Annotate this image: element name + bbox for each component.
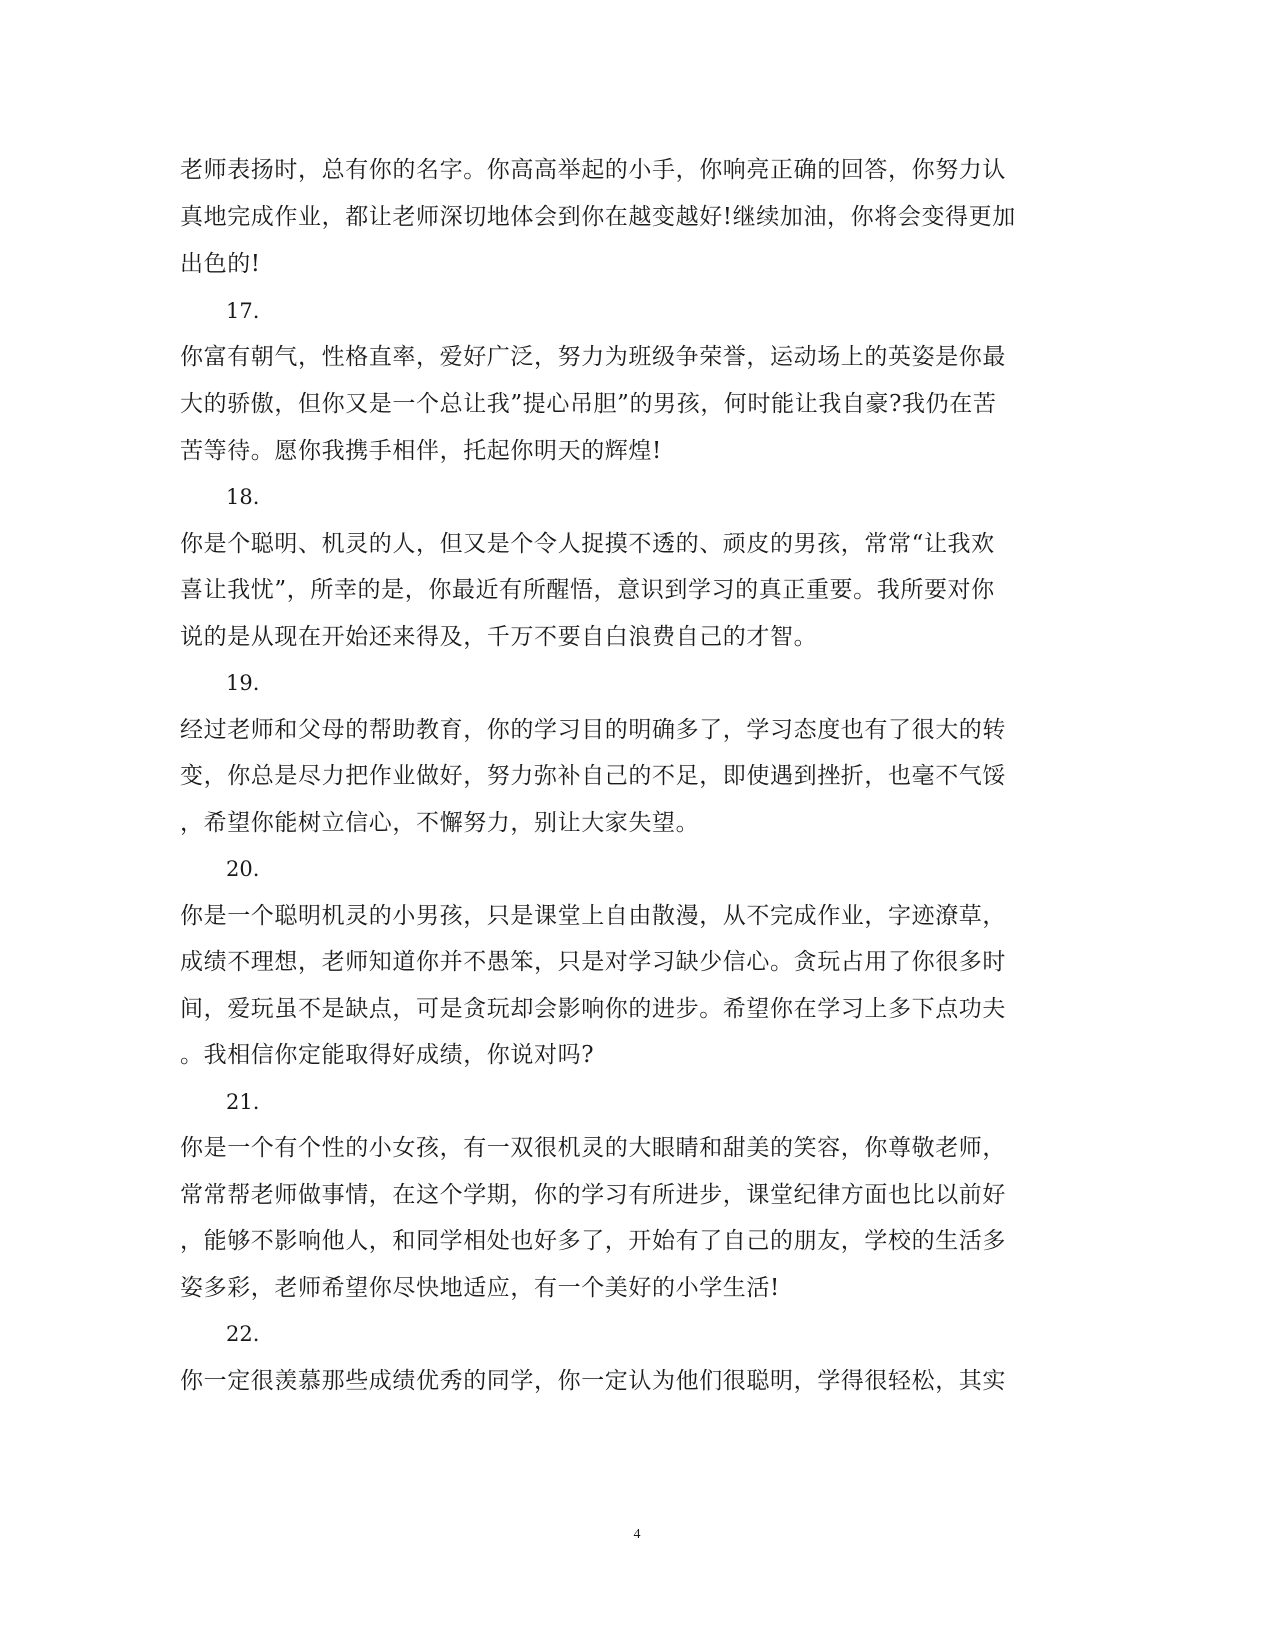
- item-number: 22.: [226, 1322, 260, 1346]
- text-line: 你一定很羡慕那些成绩优秀的同学，你一定认为他们很聪明，学得很轻松，其实: [180, 1368, 1006, 1394]
- item-number: 20.: [226, 857, 260, 881]
- text-line: 成绩不理想，老师知道你并不愚笨，只是对学习缺少信心。贪玩占用了你很多时: [180, 949, 1006, 975]
- text-line: 常常帮老师做事情，在这个学期，你的学习有所进步，课堂纪律方面也比以前好: [180, 1182, 1006, 1208]
- text-line: 出色的!: [180, 251, 261, 277]
- page-number: 4: [633, 1527, 641, 1542]
- text-line: 你是一个有个性的小女孩，有一双很机灵的大眼睛和甜美的笑容，你尊敬老师，: [180, 1135, 1006, 1161]
- text-line: 你是一个聪明机灵的小男孩，只是课堂上自由散漫，从不完成作业，字迹潦草，: [180, 903, 1006, 929]
- text-line: 喜让我忧”，所幸的是，你最近有所醒悟，意识到学习的真正重要。我所要对你: [180, 577, 995, 603]
- text-line: 大的骄傲，但你又是一个总让我”提心吊胆”的男孩，何时能让我自豪?我仍在苦: [180, 391, 997, 417]
- text-line: 你富有朝气，性格直率，爱好广泛，努力为班级争荣誉，运动场上的英姿是你最: [180, 344, 1006, 370]
- text-line: 说的是从现在开始还来得及，千万不要自白浪费自己的才智。: [180, 624, 818, 650]
- text-line: 你是个聪明、机灵的人，但又是个令人捉摸不透的、顽皮的男孩，常常“让我欢: [180, 531, 995, 557]
- text-line: 真地完成作业，都让老师深切地体会到你在越变越好!继续加油，你将会变得更加: [180, 204, 1016, 230]
- item-number: 18.: [226, 485, 260, 509]
- text-line: 变，你总是尽力把作业做好，努力弥补自己的不足，即使遇到挫折，也毫不气馁: [180, 763, 1006, 789]
- text-line: 苦等待。愿你我携手相伴，托起你明天的辉煌!: [180, 438, 662, 464]
- text-line: 老师表扬时，总有你的名字。你高高举起的小手，你响亮正确的回答，你努力认: [180, 157, 1006, 183]
- text-line: 间，爱玩虽不是缺点，可是贪玩却会影响你的进步。希望你在学习上多下点功夫: [180, 996, 1006, 1022]
- item-number: 19.: [226, 671, 260, 695]
- item-number: 17.: [226, 299, 260, 323]
- text-line: 。我相信你定能取得好成绩，你说对吗?: [180, 1042, 595, 1068]
- text-line: ，能够不影响他人，和同学相处也好多了，开始有了自己的朋友，学校的生活多: [180, 1228, 1006, 1254]
- text-line: 姿多彩，老师希望你尽快地适应，有一个美好的小学生活!: [180, 1275, 780, 1301]
- text-line: ，希望你能树立信心，不懈努力，别让大家失望。: [180, 810, 700, 836]
- text-line: 经过老师和父母的帮助教育，你的学习目的明确多了，学习态度也有了很大的转: [180, 717, 1006, 743]
- item-number: 21.: [226, 1090, 260, 1114]
